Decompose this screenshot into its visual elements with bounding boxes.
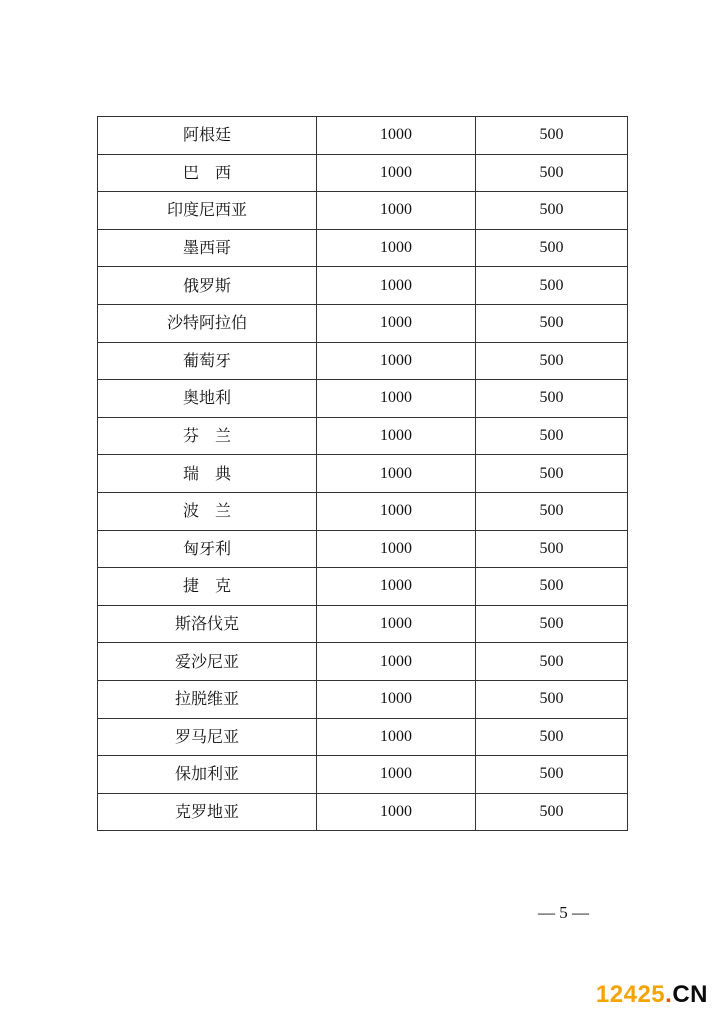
table-row — [98, 492, 628, 530]
country-cell: 克罗地亚 — [98, 793, 317, 831]
country-cell: 阿根廷 — [98, 117, 317, 155]
amount-b-cell: 500 — [476, 793, 628, 831]
table-row — [98, 304, 628, 342]
table-row — [98, 530, 628, 568]
amount-b-cell: 500 — [476, 643, 628, 681]
amount-b-cell: 500 — [476, 417, 628, 455]
amount-a-cell: 1000 — [317, 492, 476, 530]
amount-b-cell: 500 — [476, 304, 628, 342]
amount-a-cell: 1000 — [317, 192, 476, 230]
country-cell: 墨西哥 — [98, 229, 317, 267]
table-row — [98, 192, 628, 230]
table-row — [98, 718, 628, 756]
amount-a-cell: 1000 — [317, 530, 476, 568]
amount-a-cell: 1000 — [317, 756, 476, 794]
amount-b-cell: 500 — [476, 380, 628, 418]
table-body — [98, 117, 628, 831]
amount-b-cell: 500 — [476, 680, 628, 718]
table-row — [98, 117, 628, 155]
amount-b-cell: 500 — [476, 718, 628, 756]
amount-a-cell: 1000 — [317, 342, 476, 380]
table-row — [98, 154, 628, 192]
table-row — [98, 605, 628, 643]
country-cell: 斯洛伐克 — [98, 605, 317, 643]
table-row — [98, 267, 628, 305]
amount-b-cell: 500 — [476, 568, 628, 606]
table-row — [98, 455, 628, 493]
amount-a-cell: 1000 — [317, 417, 476, 455]
amount-a-cell: 1000 — [317, 117, 476, 155]
amount-b-cell: 500 — [476, 530, 628, 568]
amount-b-cell: 500 — [476, 229, 628, 267]
amount-b-cell: 500 — [476, 492, 628, 530]
amount-a-cell: 1000 — [317, 793, 476, 831]
amount-b-cell: 500 — [476, 756, 628, 794]
country-cell: 印度尼西亚 — [98, 192, 317, 230]
country-cell: 俄罗斯 — [98, 267, 317, 305]
country-cell: 奥地利 — [98, 380, 317, 418]
amount-b-cell: 500 — [476, 192, 628, 230]
table-row — [98, 380, 628, 418]
page-number: — 5 — — [538, 903, 589, 922]
table-row — [98, 643, 628, 681]
amount-a-cell: 1000 — [317, 229, 476, 267]
table-row — [98, 756, 628, 794]
table-row — [98, 229, 628, 267]
table-row — [98, 793, 628, 831]
table-row — [98, 680, 628, 718]
amount-b-cell: 500 — [476, 342, 628, 380]
country-cell: 巴 西 — [98, 154, 317, 192]
amount-a-cell: 1000 — [317, 380, 476, 418]
amount-b-cell: 500 — [476, 117, 628, 155]
amount-a-cell: 1000 — [317, 680, 476, 718]
table-row — [98, 568, 628, 606]
country-cell: 匈牙利 — [98, 530, 317, 568]
amount-a-cell: 1000 — [317, 154, 476, 192]
watermark-digits: 12425 — [595, 981, 666, 1008]
country-cell: 保加利亚 — [98, 756, 317, 794]
amount-a-cell: 1000 — [317, 568, 476, 606]
table-row — [98, 342, 628, 380]
amount-a-cell: 1000 — [317, 304, 476, 342]
country-amount-table — [97, 116, 628, 831]
country-cell: 罗马尼亚 — [98, 718, 317, 756]
amount-a-cell: 1000 — [317, 267, 476, 305]
amount-a-cell: 1000 — [317, 605, 476, 643]
country-cell: 瑞 典 — [98, 455, 317, 493]
watermark-dot: . — [665, 981, 673, 1008]
country-cell: 葡萄牙 — [98, 342, 317, 380]
country-cell: 捷 克 — [98, 568, 317, 606]
site-watermark-logo — [596, 981, 708, 1009]
country-cell: 芬 兰 — [98, 417, 317, 455]
watermark-tld: CN — [672, 981, 708, 1008]
amount-a-cell: 1000 — [317, 455, 476, 493]
amount-a-cell: 1000 — [317, 643, 476, 681]
country-cell: 拉脱维亚 — [98, 680, 317, 718]
country-cell: 波 兰 — [98, 492, 317, 530]
country-cell: 爱沙尼亚 — [98, 643, 317, 681]
amount-a-cell: 1000 — [317, 718, 476, 756]
amount-b-cell: 500 — [476, 267, 628, 305]
amount-b-cell: 500 — [476, 154, 628, 192]
country-cell: 沙特阿拉伯 — [98, 304, 317, 342]
table-row — [98, 417, 628, 455]
amount-b-cell: 500 — [476, 605, 628, 643]
amount-b-cell: 500 — [476, 455, 628, 493]
